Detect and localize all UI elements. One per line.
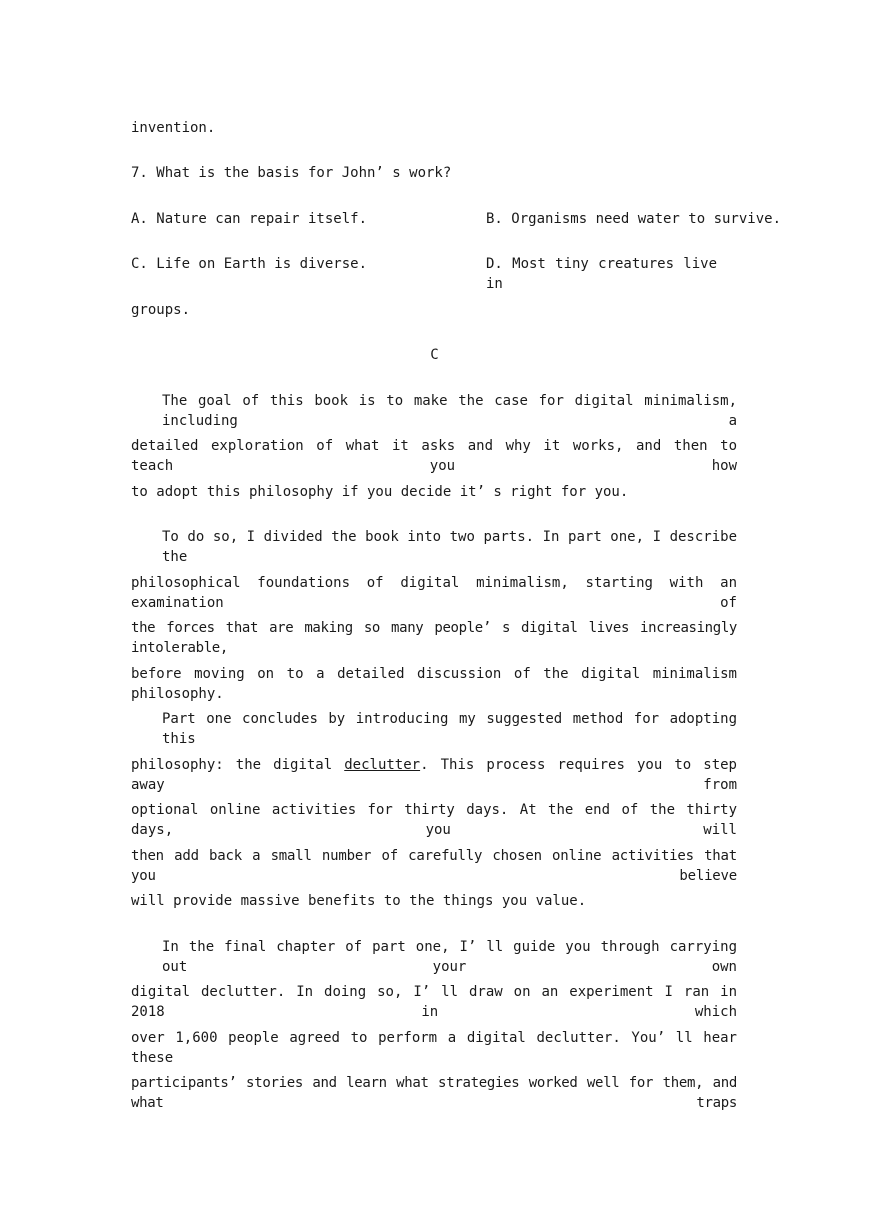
- paragraph-3-line-4: then add back a small number of carefully chosen online activities that you believe: [131, 848, 737, 884]
- paragraph-3-line-2-start: philosophy: the digital: [131, 757, 345, 773]
- question-7: 7. What is the basis for John’ s work?: [131, 165, 452, 181]
- paragraph-2-line-4: before moving on to a detailed discussion of the digital minimalism philosophy.: [131, 666, 737, 702]
- paragraph-1-line-2: detailed exploration of what it asks and why it works, and then to teach you how: [131, 438, 737, 474]
- paragraph-4-line-1: In the final chapter of part one, I’ ll guide you through carrying out your own: [162, 939, 737, 975]
- paragraph-1-line-3: to adopt this philosophy if you decide it’ s right for you.: [131, 484, 629, 500]
- section-heading: C: [430, 347, 439, 363]
- paragraph-3-line-2-end: . This process requires you to step away from: [131, 757, 737, 793]
- paragraph-3-line-3: optional online activities for thirty days. At the end of the thirty days, you will: [131, 802, 737, 838]
- option-d: D. Most tiny creatures live in: [486, 256, 717, 292]
- paragraph-2-line-3: the forces that are making so many people’ s digital lives increasingly intolerable,: [131, 620, 737, 656]
- paragraph-3-line-1: Part one concludes by introducing my suggested method for adopting this: [162, 711, 737, 747]
- paragraph-2-line-1: To do so, I divided the book into two parts. In part one, I describe the: [162, 529, 737, 565]
- option-c: C. Life on Earth is diverse.: [131, 256, 368, 272]
- option-a: A. Nature can repair itself.: [131, 211, 368, 227]
- paragraph-1-line-1: The goal of this book is to make the case for digital minimalism, including a: [162, 393, 737, 429]
- paragraph-4-line-3: over 1,600 people agreed to perform a digital declutter. You’ ll hear these: [131, 1030, 737, 1066]
- previous-passage-line-end: invention.: [131, 120, 216, 136]
- paragraph-3-line-2: [131, 755, 737, 795]
- paragraph-4-line-4: participants’ stories and learn what strategies worked well for them, and what traps: [131, 1075, 737, 1111]
- option-b: B. Organisms need water to survive.: [486, 211, 782, 227]
- paragraph-4-line-2: digital declutter. In doing so, I’ ll draw on an experiment I ran in 2018 in which: [131, 984, 737, 1020]
- underlined-word-declutter: declutter: [344, 757, 421, 773]
- paragraph-2-line-2: philosophical foundations of digital minimalism, starting with an examination of: [131, 575, 737, 611]
- option-d-continued: groups.: [131, 302, 191, 318]
- paragraph-3-line-5: will provide massive benefits to the things you value.: [131, 893, 587, 909]
